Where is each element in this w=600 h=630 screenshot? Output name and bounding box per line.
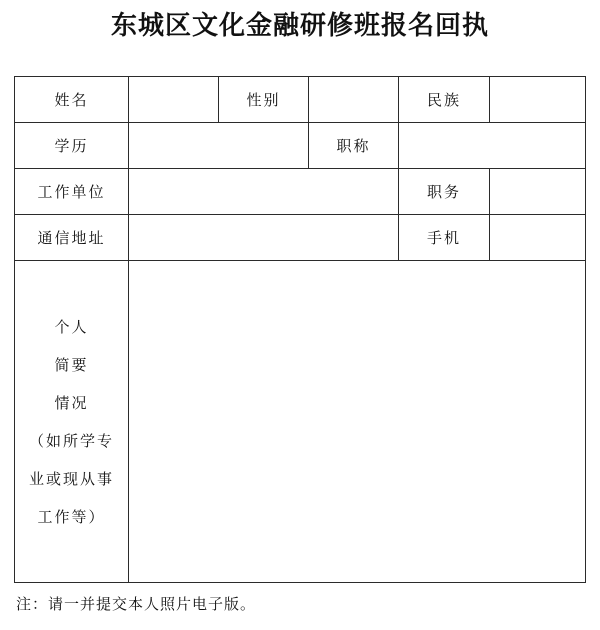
profile-label-line: 工作等） bbox=[37, 507, 106, 526]
registration-form-table bbox=[14, 76, 586, 583]
address-label: 通信地址 bbox=[15, 215, 129, 261]
ethnicity-field[interactable] bbox=[490, 77, 586, 123]
education-label: 学历 bbox=[15, 123, 129, 169]
profile-label-line: 简要 bbox=[54, 355, 89, 374]
footnote: 注：请一并提交本人照片电子版。 bbox=[16, 595, 257, 613]
gender-field[interactable] bbox=[309, 77, 399, 123]
mobile-label: 手机 bbox=[399, 215, 490, 261]
employer-label: 工作单位 bbox=[15, 169, 129, 215]
education-field[interactable] bbox=[129, 123, 309, 169]
profile-label bbox=[15, 261, 129, 583]
profile-label-line: 业或现从事 bbox=[28, 469, 114, 488]
row-name bbox=[15, 77, 586, 123]
row-education bbox=[15, 123, 586, 169]
name-label: 姓名 bbox=[15, 77, 129, 123]
row-address bbox=[15, 215, 586, 261]
profile-label-line: 情况 bbox=[54, 393, 89, 412]
row-profile bbox=[15, 261, 586, 583]
row-employer bbox=[15, 169, 586, 215]
profile-field[interactable] bbox=[129, 261, 586, 583]
job-title-label: 职称 bbox=[309, 123, 399, 169]
name-field[interactable] bbox=[129, 77, 219, 123]
mobile-field[interactable] bbox=[490, 215, 586, 261]
position-label: 职务 bbox=[399, 169, 490, 215]
gender-label: 性别 bbox=[219, 77, 309, 123]
address-field[interactable] bbox=[129, 215, 399, 261]
form-title: 东城区文化金融研修班报名回执 bbox=[110, 11, 489, 41]
position-field[interactable] bbox=[490, 169, 586, 215]
profile-label-line: （如所学专 bbox=[28, 431, 114, 450]
employer-field[interactable] bbox=[129, 169, 399, 215]
profile-label-line: 个人 bbox=[54, 317, 89, 336]
ethnicity-label: 民族 bbox=[399, 77, 490, 123]
job-title-field[interactable] bbox=[399, 123, 586, 169]
